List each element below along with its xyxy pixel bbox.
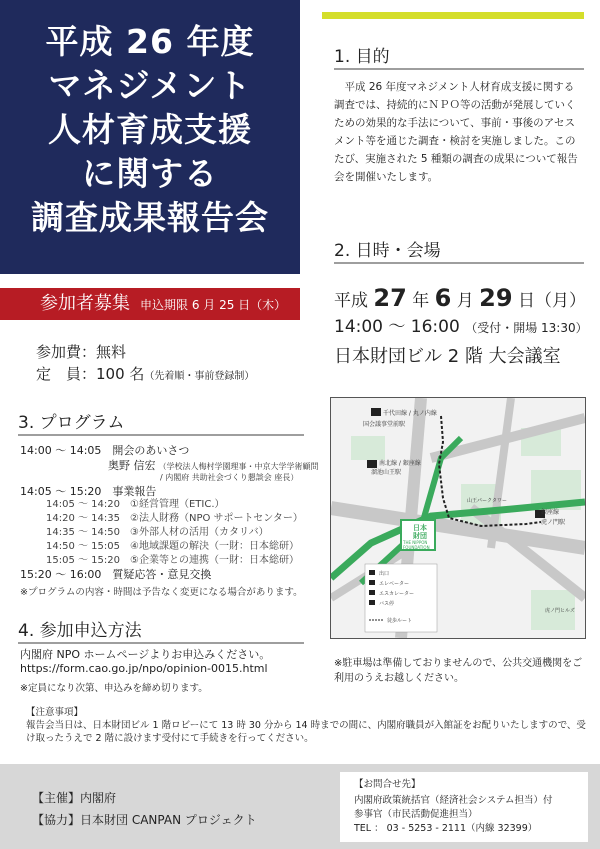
report-item: 14:35 〜 14:50 ③外部人材の活用（カタリバ） <box>46 527 269 538</box>
event-time: 14:00 〜 16:00 （受付・開場 13:30） <box>334 317 588 337</box>
apply-body <box>20 648 270 696</box>
apply-note: ※定員になり次第、申込みを締め切ります。 <box>20 683 208 694</box>
svg-text:エスカレーター: エスカレーター <box>379 591 415 597</box>
svg-text:日本: 日本 <box>413 524 427 532</box>
recruit-deadline: 申込期限 6 月 25 日（木） <box>140 298 287 312</box>
opening-time: 14:00 〜 14:05 <box>20 444 102 457</box>
svg-text:出口: 出口 <box>379 571 390 577</box>
svg-text:銀座線: 銀座線 <box>541 509 560 516</box>
contact-dept: 内閣府政策統括官（経済社会システム担当）付 <box>354 795 553 806</box>
host-line <box>32 790 116 806</box>
contact-box <box>340 772 588 842</box>
title-line-4: に関する <box>82 154 218 193</box>
title-line-2: マネジメント <box>48 66 252 105</box>
program-report <box>20 485 156 499</box>
program-qa <box>20 568 211 582</box>
svg-text:財団: 財団 <box>413 532 427 540</box>
recruit-banner <box>0 288 300 320</box>
report-time: 14:05 〜 15:20 <box>20 485 102 498</box>
purpose-rule <box>334 68 584 70</box>
coop-line <box>32 812 257 828</box>
qa-time: 15:20 〜 16:00 <box>20 568 102 581</box>
apply-heading: 4. 参加申込方法 <box>18 621 142 641</box>
purpose-text: 平成 26 年度マネジメント人材育成支援に関する調査では、持続的にＮＰＯ等の活動が発展していくための効果的な手法について、事前・事後のアセスメント等を通じた調査・検討を実施しました。このたび、実施された 5 種類の調査の成果について報告会を開催いたします。 <box>334 81 578 183</box>
speaker-row <box>108 459 319 473</box>
parking-note: ※駐車場は準備しておりませんので、公共交通機関をご利用のうえお越しください。 <box>334 658 583 684</box>
qa-title: 質疑応答・意見交換 <box>112 568 212 581</box>
svg-text:バス停: バス停 <box>379 601 395 607</box>
host-label: 【主催】 <box>32 791 81 805</box>
capacity-line <box>36 364 254 387</box>
title-line-1: 平成 26 年度 <box>45 22 255 61</box>
svg-text:国会議事堂前駅: 国会議事堂前駅 <box>363 421 406 428</box>
datetime-rule <box>334 262 584 264</box>
contact-tel: TEL ： 03 - 5253 - 2111（内線 32399） <box>354 823 538 834</box>
svg-text:山王パークタワー: 山王パークタワー <box>467 498 507 504</box>
svg-text:南北線 / 銀座線: 南北線 / 銀座線 <box>379 460 421 467</box>
notice-heading: 【注意事項】 <box>26 707 84 718</box>
program-heading: 3. プログラム <box>18 413 125 433</box>
svg-text:虎ノ門駅: 虎ノ門駅 <box>541 519 566 526</box>
report-title: 事業報告 <box>112 485 157 498</box>
report-item: 15:05 〜 15:20 ⑤企業等との連携（一財：日本総研） <box>46 555 299 566</box>
event-venue: 日本財団ビル 2 階 大会議室 <box>334 346 561 367</box>
svg-text:虎ノ門ヒルズ: 虎ノ門ヒルズ <box>545 608 575 614</box>
svg-text:エレベーター: エレベーター <box>379 581 410 587</box>
apply-rule <box>18 642 304 644</box>
speaker-name: 奥野 信宏 <box>108 459 156 472</box>
opening-title: 開会のあいさつ <box>112 444 190 457</box>
capacity-value: 定 員：100 名 <box>36 365 145 383</box>
report-item: 14:50 〜 15:05 ④地域課題の解決（一財：日本総研） <box>46 541 299 552</box>
apply-line: 内閣府 NPO ホームページよりお申込みください。 <box>20 648 271 661</box>
recruit-label: 参加者募集 <box>40 293 130 314</box>
report-item: 14:20 〜 14:35 ②法人財務（NPO サポートセンター） <box>46 513 303 524</box>
event-date: 平成 27 年 6 月 29 日（月） <box>334 284 586 312</box>
capacity-note: （先着順・事前登録制） <box>144 371 255 382</box>
host-name: 内閣府 <box>80 791 117 805</box>
fee-line: 参加費：無料 <box>36 343 127 361</box>
datetime-heading: 2. 日時・会場 <box>334 241 441 261</box>
program-rule <box>18 434 304 436</box>
purpose-heading: 1. 目的 <box>334 47 390 67</box>
speaker-affiliation-2: / 内閣府 共助社会づくり懇談会 座長） <box>160 473 299 482</box>
report-item: 14:05 〜 14:20 ①経営管理（ETIC.） <box>46 499 225 510</box>
title-block <box>0 0 300 274</box>
map-drawing <box>331 398 585 638</box>
title-line-5: 調査成果報告会 <box>31 198 269 237</box>
notice-block <box>26 706 586 745</box>
program-opening <box>20 444 189 458</box>
coop-label: 【協力】 <box>32 813 81 827</box>
access-map <box>330 397 586 639</box>
notice-text: 報告会当日は、日本財団ビル 1 階ロビーにて 13 時 30 分から 14 時までの間に、内閣府職員が入館証をお配りいたしますので、受け取ったうえで 2 階に設けます受付にて手続きを行ってください。 <box>26 720 586 744</box>
accent-bar <box>322 12 584 19</box>
coop-name: 日本財団 CANPAN プロジェクト <box>80 813 257 827</box>
svg-text:徒歩ルート: 徒歩ルート <box>387 618 413 624</box>
contact-section: 参事官（市民活動促進担当） <box>354 809 478 820</box>
speaker-affiliation-1: （学校法人梅村学園理事・中京大学学術顧問 <box>158 462 319 471</box>
title-line-3: 人材育成支援 <box>48 110 252 149</box>
svg-text:FOUNDATION: FOUNDATION <box>403 545 430 550</box>
apply-url-link[interactable]: https://form.cao.go.jp/npo/opinion-0015.html <box>20 662 268 675</box>
svg-text:溜池山王駅: 溜池山王駅 <box>371 469 402 476</box>
program-note: ※プログラムの内容・時間は予告なく変更になる場合があります。 <box>20 587 303 598</box>
svg-text:THE NIPPON: THE NIPPON <box>403 540 428 545</box>
contact-heading: 【お問合せ先】 <box>354 779 421 790</box>
svg-text:千代田線 / 丸ノ内線: 千代田線 / 丸ノ内線 <box>383 410 437 417</box>
